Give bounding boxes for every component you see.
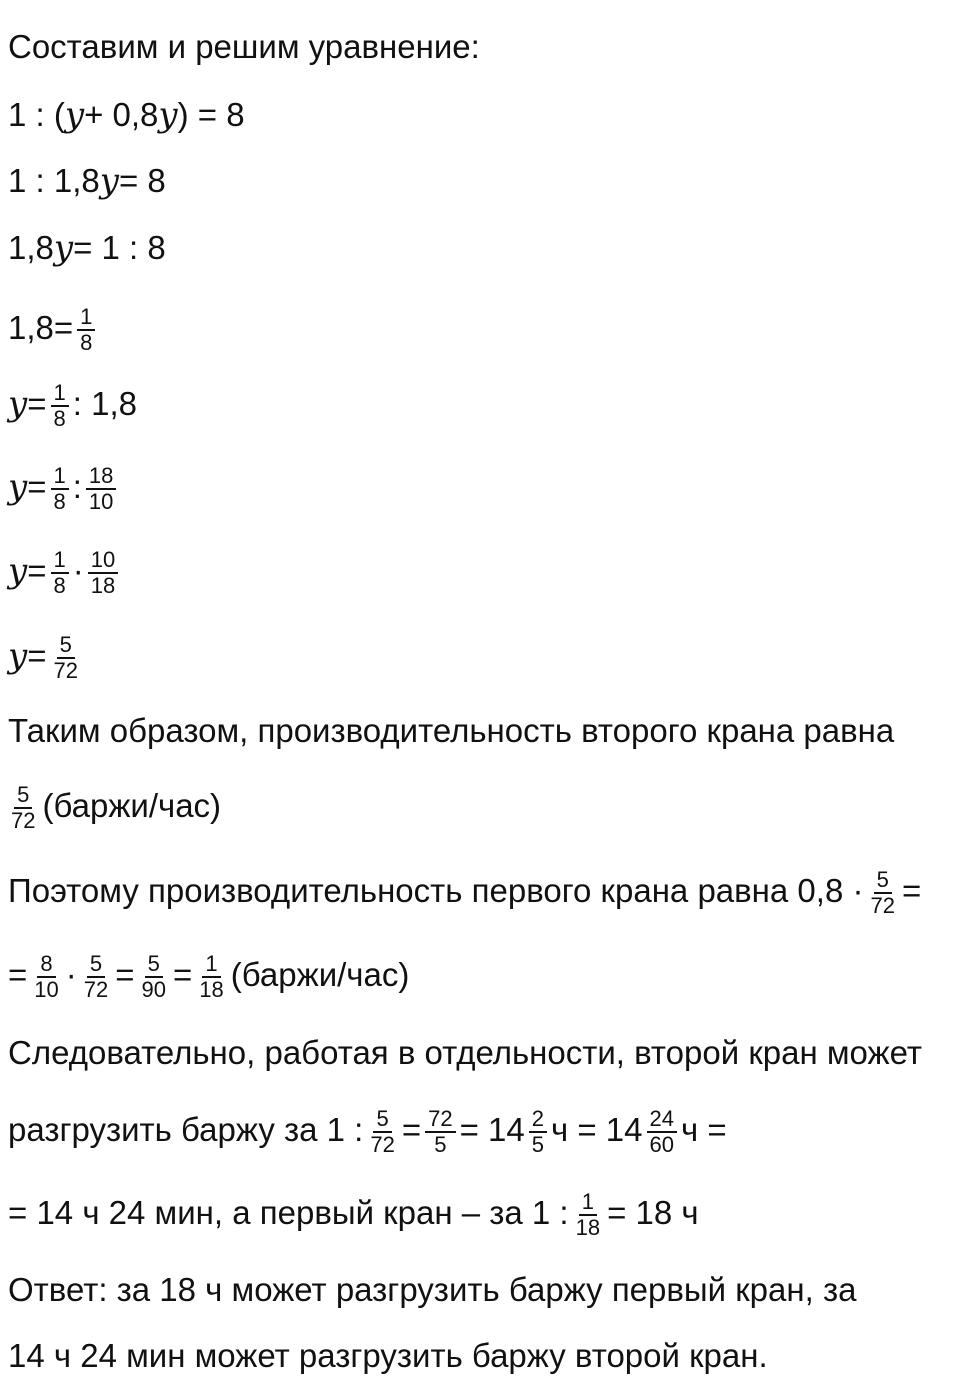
equation-line-7: y = $\frac{1}{8}$ · $\frac{10}{18}$ <box>8 551 122 591</box>
text-line-5: Следовательно, работая в отдельности, второй кран может <box>8 1034 922 1071</box>
answer-line-1: Ответ: за 18 ч может разгрузить баржу первый кран, за <box>8 1271 857 1308</box>
equation-line-4: 1,8 = $\frac{1}{8}$ <box>8 308 99 348</box>
fraction: $\frac{5}{72}$ <box>11 782 36 833</box>
text-line-3: Поэтому производительность первого крана равна 0,8 · $\frac{5}{72}$ = <box>8 867 922 918</box>
intro-line: Составим и решим уравнение: <box>8 28 480 65</box>
fraction: $\frac{5}{72}$ <box>53 632 78 683</box>
fraction: $\frac{1}{8}$ <box>51 548 69 598</box>
text-line-1: Таким образом, производительность второго крана равна <box>8 712 895 749</box>
fraction: $\frac{1}{18}$ <box>199 951 224 1002</box>
fraction: $\frac{5}{72}$ <box>370 1106 395 1157</box>
equation-line-5: y = $\frac{1}{8}$ : 1,8 <box>8 380 137 431</box>
equation-line-2: 1 : 1,8 y = 8 <box>8 161 166 201</box>
fraction: $\frac{5}{72}$ <box>83 951 109 1002</box>
equation-line-6: y = $\frac{1}{8}$ : $\frac{18}{10}$ <box>8 467 120 507</box>
text-line-4: = $\frac{8}{10}$ · $\frac{5}{72}$ = $\frac{5}{90}$ = $\frac{1}{18}$ (баржи/час) <box>8 951 410 1002</box>
fraction: $\frac{10}{18}$ <box>88 548 118 598</box>
fraction: $\frac{5}{72}$ <box>870 867 895 918</box>
text-line-6: разгрузить баржу за 1 : $\frac{5}{72}$ = $\frac{72}{5}$ = 14 $\frac{2}{5}$ ч = 14 $\frac{24}{60}$ ч = <box>8 1106 727 1157</box>
fraction: $\frac{1}{8}$ <box>51 381 69 431</box>
fraction: $\frac{1}{18}$ <box>575 1189 601 1240</box>
text-line-7: = 14 ч 24 мин, а первый кран – за 1 : $\frac{1}{18}$ = 18 ч <box>8 1189 699 1240</box>
answer-line-2: 14 ч 24 мин может разгрузить баржу второй кран. <box>8 1337 768 1374</box>
fraction: $\frac{2}{5}$ <box>529 1107 547 1157</box>
fraction: $\frac{5}{90}$ <box>141 951 167 1002</box>
fraction: $\frac{1}{8}$ <box>77 305 95 355</box>
text-line-2: $\frac{5}{72}$ (баржи/час) <box>8 786 221 826</box>
fraction: $\frac{18}{10}$ <box>86 464 116 514</box>
equation-line-1: 1 : ( y + 0,8 y ) = 8 <box>8 95 245 135</box>
equation-line-8: y = $\frac{5}{72}$ <box>8 636 85 676</box>
fraction: $\frac{24}{60}$ <box>647 1107 677 1157</box>
fraction: $\frac{8}{10}$ <box>34 951 59 1002</box>
fraction: $\frac{1}{8}$ <box>51 464 69 514</box>
fraction: $\frac{72}{5}$ <box>425 1107 455 1157</box>
equation-line-3: 1,8 y = 1 : 8 <box>8 228 166 268</box>
